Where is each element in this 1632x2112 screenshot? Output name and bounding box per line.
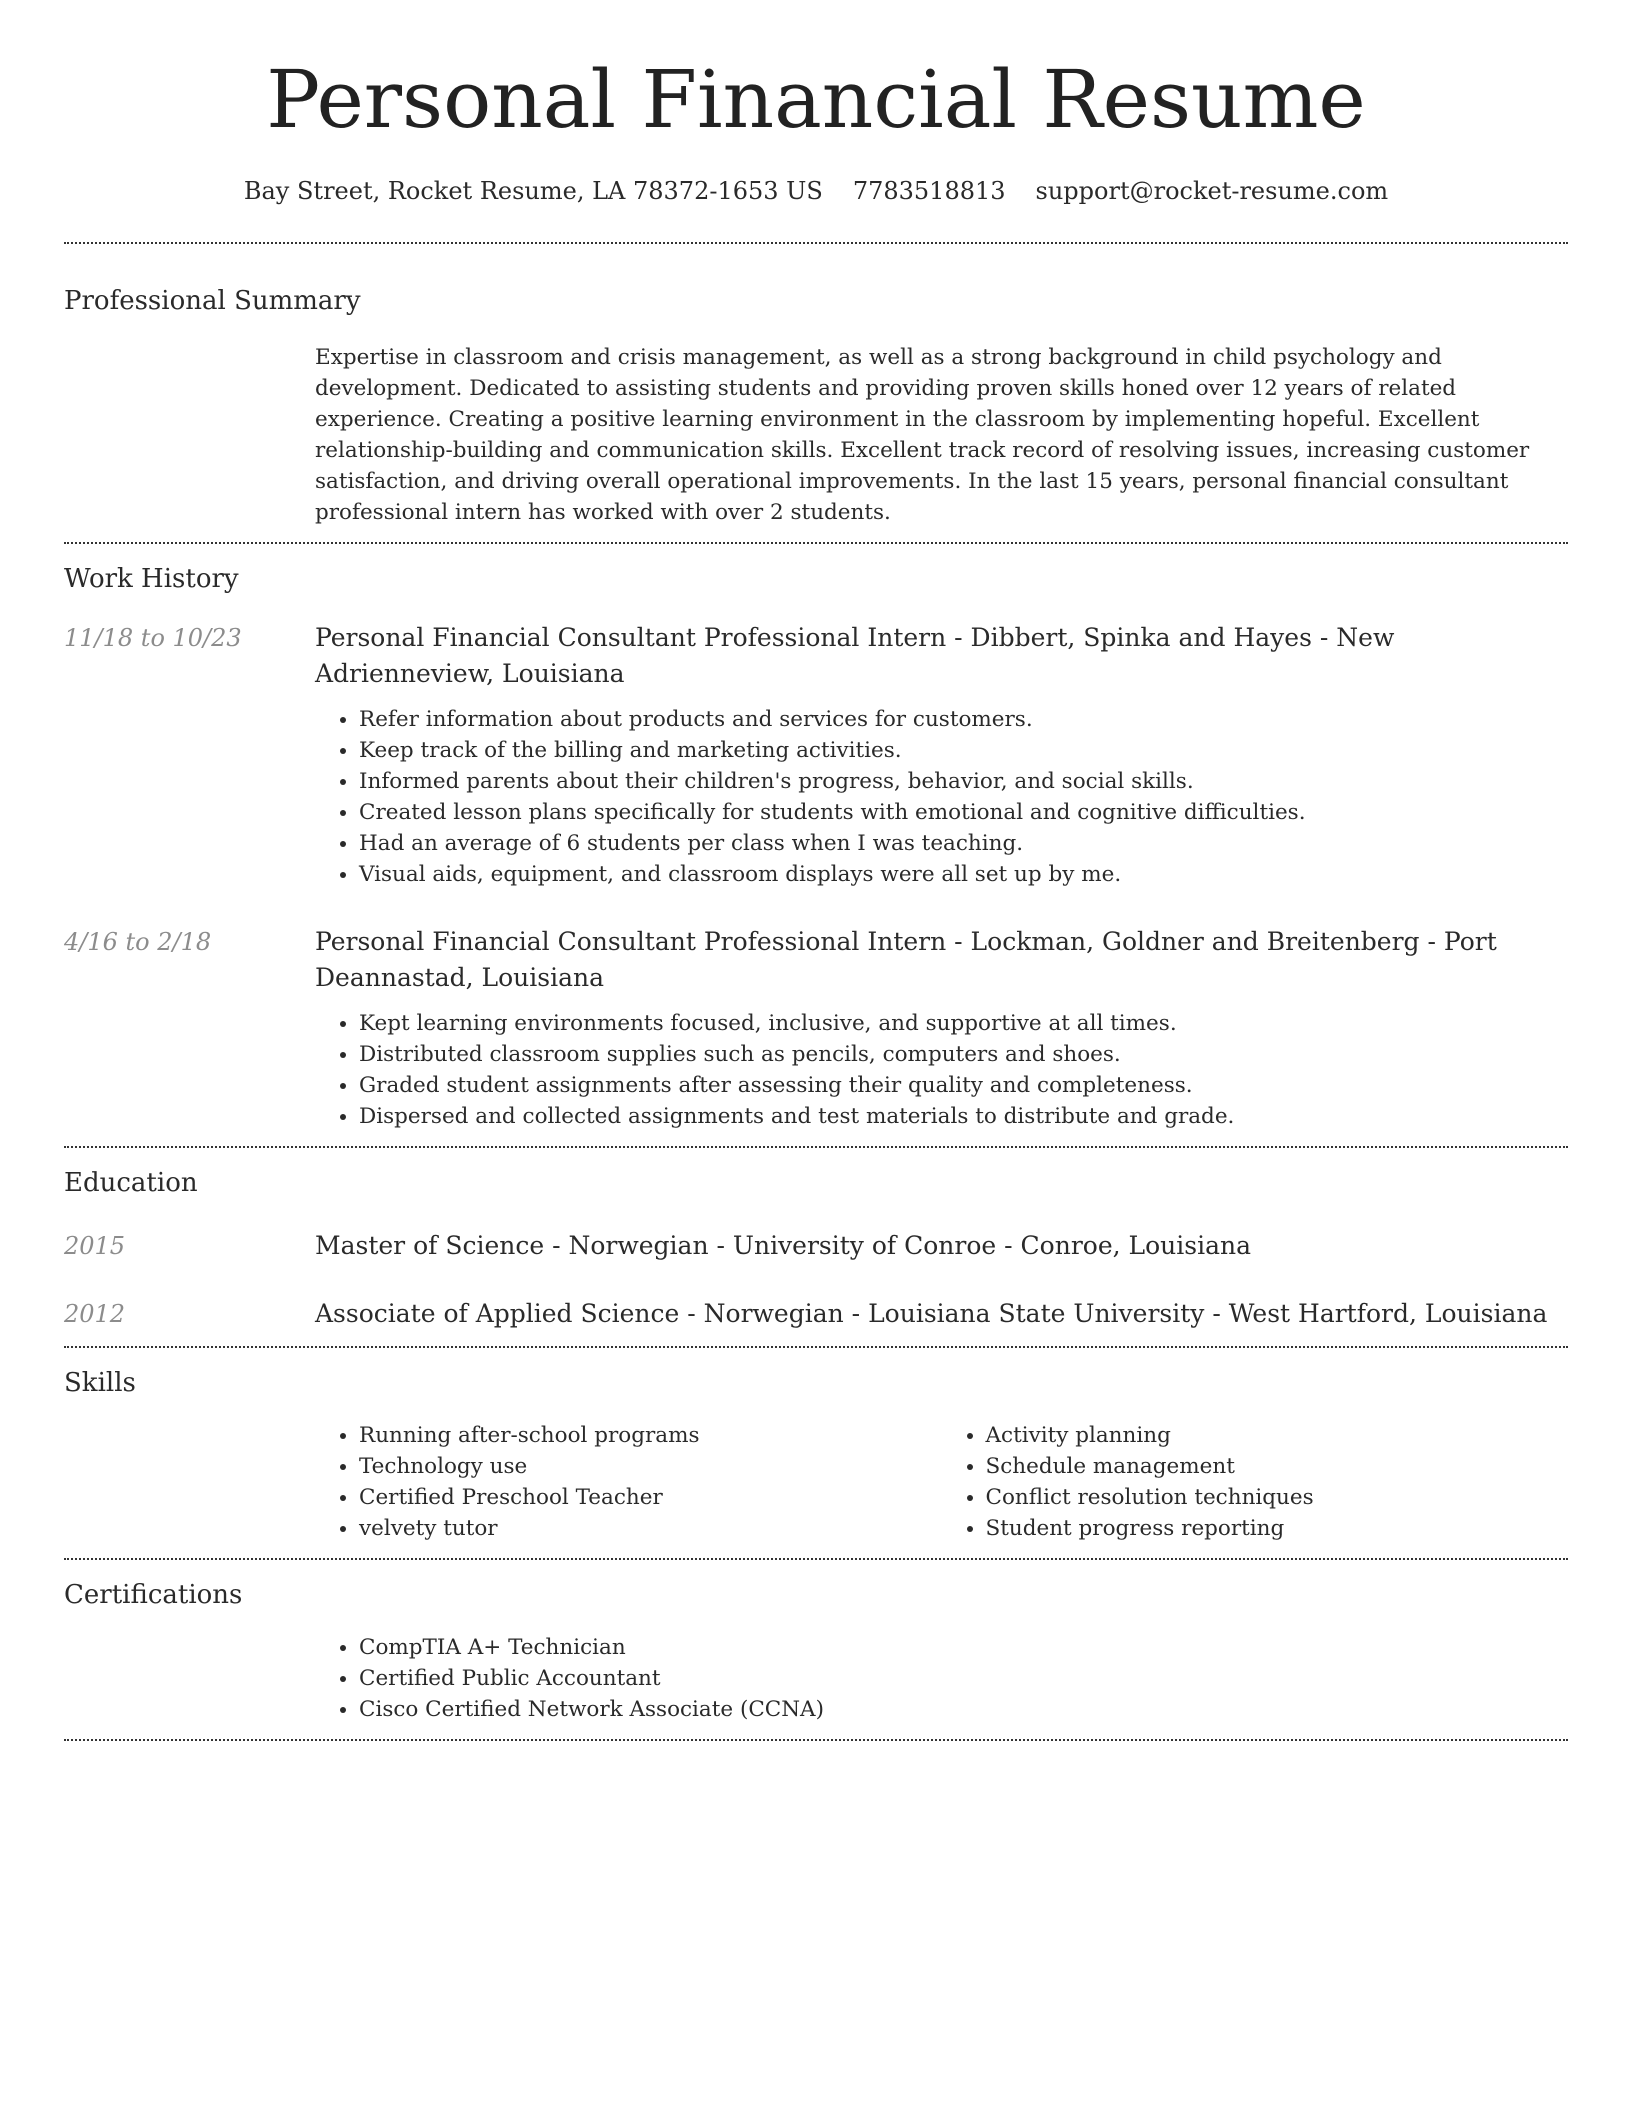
list-item: • velvety tutor [359,1513,942,1544]
list-item: • Created lesson plans specifically for students with emotional and cognitive difficulties. [359,797,1568,828]
skills-columns [315,1420,1568,1544]
certifications-list [315,1632,1568,1725]
skills-section [64,1348,1568,1558]
list-item: • Conflict resolution techniques [986,1482,1569,1513]
professional-summary-section [64,244,1568,542]
contact-address: Bay Street, Rocket Resume, LA 78372-1653 US [243,177,823,205]
education-entry [64,1296,1568,1332]
work-entry-body [315,620,1568,890]
certifications-list-wrap [315,1632,1568,1725]
list-item: • Schedule management [986,1451,1569,1482]
list-item: • Graded student assignments after assessing their quality and completeness. [359,1070,1568,1101]
skills-list-right [942,1420,1569,1544]
list-item: • Technology use [359,1451,942,1482]
job-title: Personal Financial Consultant Professional Intern [315,927,947,956]
section-divider [64,1739,1568,1741]
job-details: - Lockman, Goldner and Breitenberg - Port Deannastad, Louisiana [315,927,1497,992]
work-bullets [315,1008,1568,1132]
skills-list-left [315,1420,942,1544]
education-entry [64,1228,1568,1264]
work-history-section [64,544,1568,1146]
work-dates: 11/18 to 10/23 [64,624,242,652]
list-item: • CompTIA A+ Technician [359,1632,1568,1663]
list-item: • Activity planning [986,1420,1569,1451]
section-heading: Work History [64,564,239,594]
list-item: • Running after-school programs [359,1420,942,1451]
list-item: • Keep track of the billing and marketing activities. [359,735,1568,766]
contact-line [64,176,1568,206]
list-item: • Student progress reporting [986,1513,1569,1544]
resume-header [64,0,1568,206]
work-entry-body [315,924,1568,1132]
certifications-section [64,1560,1568,1739]
work-title-line [315,924,1568,996]
list-item: • Informed parents about their children's progress, behavior, and social skills. [359,766,1568,797]
education-degree: Associate of Applied Science - Norwegian - Louisiana State University - West Hartford, Louisiana [315,1299,1548,1328]
list-item: • Certified Preschool Teacher [359,1482,942,1513]
resume-name: Personal Financial Resume [266,53,1366,146]
work-dates: 4/16 to 2/18 [64,928,212,956]
list-item: • Had an average of 6 students per class when I was teaching. [359,828,1568,859]
contact-phone: 7783518813 [852,177,1006,205]
list-item: • Certified Public Accountant [359,1663,1568,1694]
section-heading: Education [64,1168,198,1198]
contact-email: support@rocket-resume.com [1035,177,1389,205]
education-year: 2012 [64,1300,126,1328]
section-heading: Certifications [64,1580,243,1610]
education-section [64,1148,1568,1346]
work-entry [64,620,1568,890]
summary-text: Expertise in classroom and crisis management, as well as a strong background in child psychology and development. Dedicated to assisting students and providing proven skills honed over 12 years of related experience. Creating a positive learning environment in the classroom by implementing hopeful. Excellent relationship-building and communication skills. Excellent track record of resolving issues, increasing customer satisfaction, and driving overall operational improvements. In the last 15 years, personal financial consultant professional intern has worked with over 2 students. [315,345,1530,525]
list-item: • Cisco Certified Network Associate (CCNA) [359,1694,1568,1725]
section-heading: Professional Summary [64,286,361,316]
job-details: - Dibbert, Spinka and Hayes - New Adrienneview, Louisiana [315,623,1395,688]
work-title-line [315,620,1568,692]
job-title: Personal Financial Consultant Professional Intern [315,623,947,652]
education-degree: Master of Science - Norwegian - University of Conroe - Conroe, Louisiana [315,1231,1251,1260]
section-heading: Skills [64,1368,136,1398]
list-item: • Dispersed and collected assignments and test materials to distribute and grade. [359,1101,1568,1132]
list-item: • Distributed classroom supplies such as pencils, computers and shoes. [359,1039,1568,1070]
list-item: • Kept learning environments focused, inclusive, and supportive at all times. [359,1008,1568,1039]
work-entry [64,924,1568,1132]
education-year: 2015 [64,1232,126,1260]
list-item: • Refer information about products and services for customers. [359,704,1568,735]
list-item: • Visual aids, equipment, and classroom displays were all set up by me. [359,859,1568,890]
work-bullets [315,704,1568,890]
